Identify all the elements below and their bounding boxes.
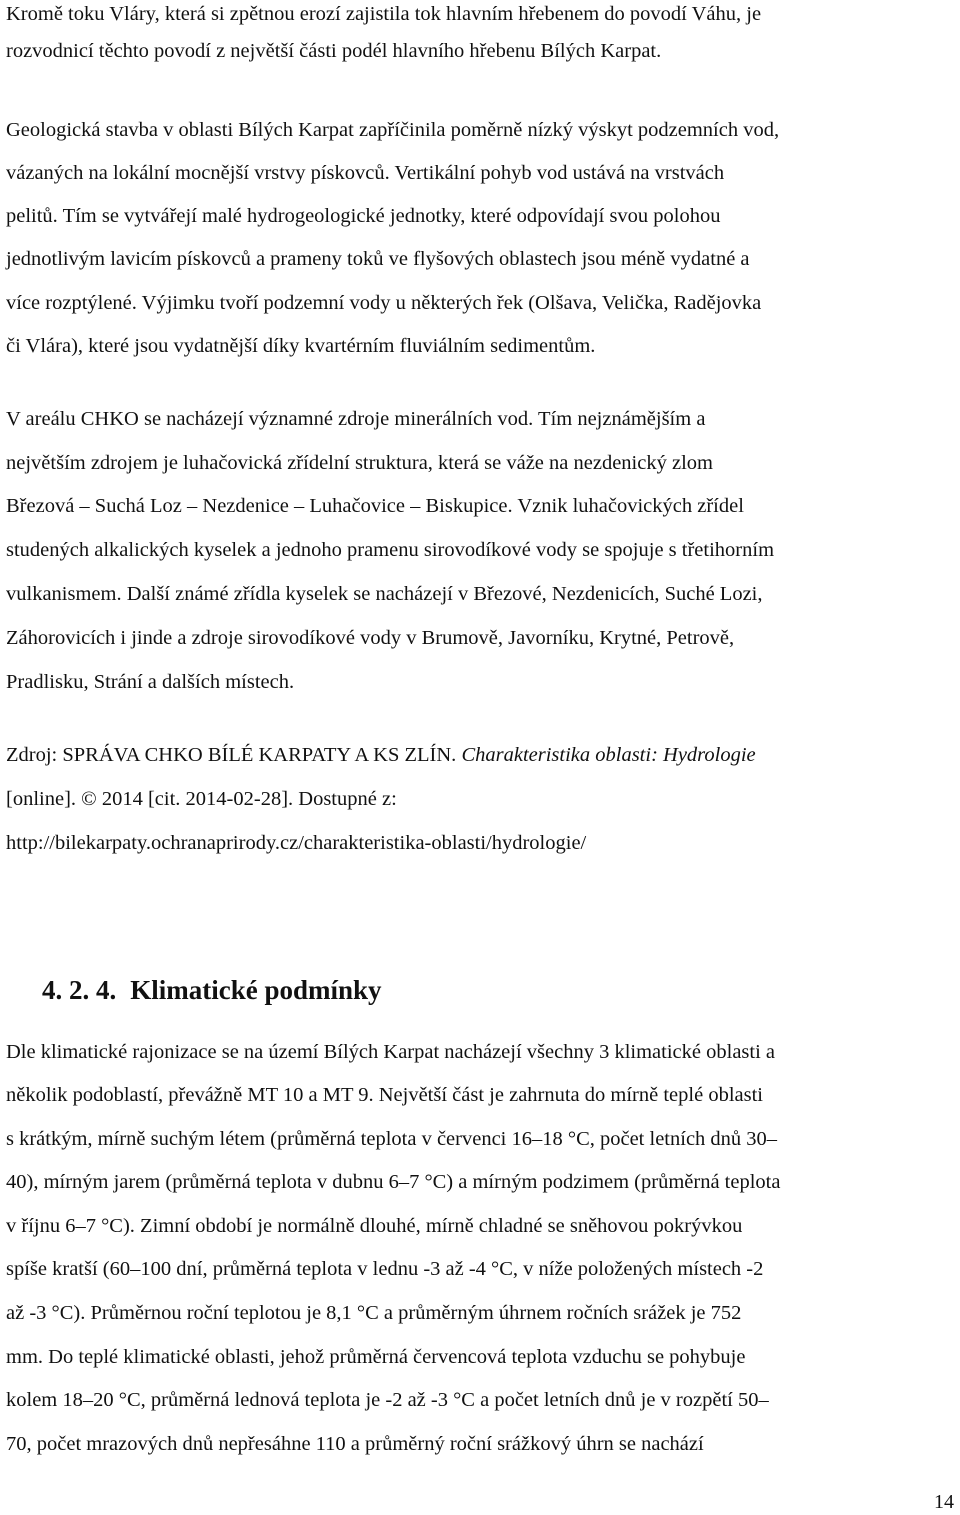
text-line: největším zdrojem je luhačovická zřídelní struktura, která se váže na nezdenický zlom — [6, 452, 713, 474]
text-line: v říjnu 6–7 °C). Zimní období je normálně dlouhé, mírně chladné se sněhovou pokrývkou — [6, 1215, 743, 1237]
citation-line — [6, 741, 756, 769]
text-line: s krátkým, mírně suchým létem (průměrná teplota v červenci 16–18 °C, počet letních dnů 30– — [6, 1128, 778, 1150]
citation-url: http://bilekarpaty.ochranaprirody.cz/charakteristika-oblasti/hydrologie/ — [6, 832, 587, 854]
text-line: či Vlára), které jsou vydatnější díky kvartérním fluviálním sedimentům. — [6, 335, 596, 357]
text-line: kolem 18–20 °C, průměrná lednová teplota je -2 až -3 °C a počet letních dnů je v rozpětí 50– — [6, 1389, 769, 1411]
text-line: vulkanismem. Další známé zřídla kyselek se nacházejí v Březové, Nezdenicích, Suché Lozi, — [6, 583, 763, 605]
text-line: V areálu CHKO se nacházejí významné zdroje minerálních vod. Tím nejznámějším a — [6, 408, 706, 430]
citation-title: Charakteristika oblasti: Hydrologie — [461, 744, 756, 766]
text-line: Geologická stavba v oblasti Bílých Karpat zapříčinila poměrně nízký výskyt podzemních vod, — [6, 119, 780, 141]
section-heading — [42, 972, 382, 1008]
text-line: spíše kratší (60–100 dní, průměrná teplota v lednu -3 až -4 °C, v níže položených místech -2 — [6, 1258, 764, 1280]
text-line: Záhorovicích i jinde a zdroje sirovodíkové vody v Brumově, Javorníku, Krytné, Petrově, — [6, 627, 735, 649]
citation-author: Zdroj: SPRÁVA CHKO BÍLÉ KARPATY A KS ZLÍN. — [6, 744, 462, 766]
text-line: 40), mírným jarem (průměrná teplota v dubnu 6–7 °C) a mírným podzimem (průměrná teplota — [6, 1171, 781, 1193]
text-line: mm. Do teplé klimatické oblasti, jehož průměrná červencová teplota vzduchu se pohybuje — [6, 1346, 746, 1368]
text-line: několik podoblastí, převážně MT 10 a MT 9. Největší část je zahrnuta do mírně teplé oblasti — [6, 1084, 763, 1106]
citation-line: [online]. © 2014 [cit. 2014-02-28]. Dostupné z: — [6, 788, 397, 810]
text-line: až -3 °C). Průměrnou roční teplotou je 8,1 °C a průměrným úhrnem ročních srážek je 752 — [6, 1302, 742, 1324]
text-line: 70, počet mrazových dnů nepřesáhne 110 a průměrný roční srážkový úhrn se nachází — [6, 1433, 704, 1455]
text-line: Pradlisku, Strání a dalších místech. — [6, 671, 295, 693]
text-line: rozvodnicí těchto povodí z největší části podél hlavního hřebenu Bílých Karpat. — [6, 40, 662, 62]
text-line: Dle klimatické rajonizace se na území Bílých Karpat nacházejí všechny 3 klimatické oblasti a — [6, 1041, 776, 1063]
text-line: jednotlivým lavicím pískovců a prameny toků ve flyšových oblastech jsou méně vydatné a — [6, 248, 750, 270]
section-number: 4. 2. 4. — [42, 975, 117, 1005]
text-line: pelitů. Tím se vytvářejí malé hydrogeologické jednotky, které odpovídají svou polohou — [6, 205, 721, 227]
text-line: studených alkalických kyselek a jednoho pramenu sirovodíkové vody se spojuje s třetihorním — [6, 539, 775, 561]
section-title: Klimatické podmínky — [130, 975, 382, 1005]
text-line: více rozptýlené. Výjimku tvoří podzemní vody u některých řek (Olšava, Velička, Radějovka — [6, 292, 762, 314]
text-line: Březová – Suchá Loz – Nezdenice – Luhačovice – Biskupice. Vznik luhačovických zřídel — [6, 495, 744, 517]
page-number: 14 — [934, 1491, 954, 1513]
text-line: Kromě toku Vláry, která si zpětnou erozí zajistila tok hlavním hřebenem do povodí Váhu, je — [6, 3, 762, 25]
text-line: vázaných na lokální mocnější vrstvy pískovců. Vertikální pohyb vod ustává na vrstvách — [6, 162, 725, 184]
